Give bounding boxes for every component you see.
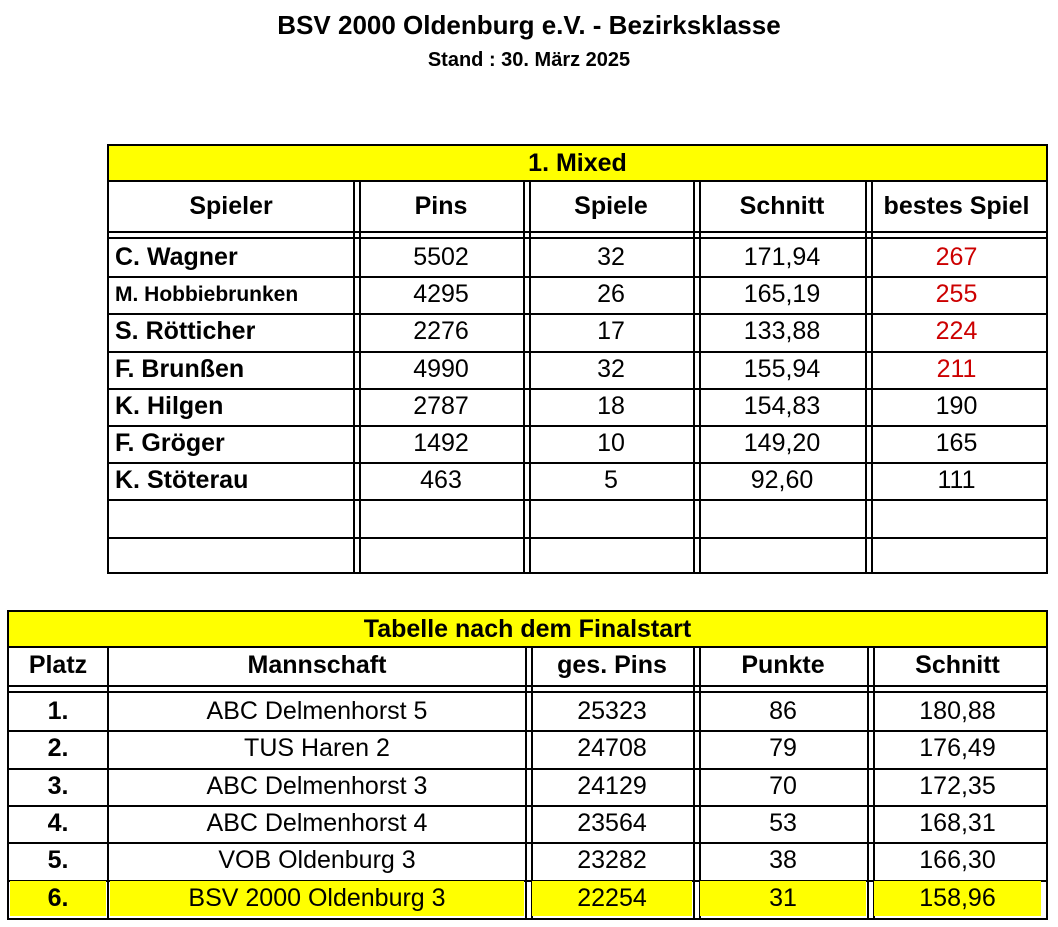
standing-team: ABC Delmenhorst 5: [206, 697, 428, 726]
player-name: F. Brunßen: [115, 354, 245, 383]
player-games: 32: [597, 243, 625, 272]
standing-avg: 168,31: [919, 809, 996, 838]
player-name: K. Hilgen: [115, 391, 224, 420]
standing-points: 53: [769, 809, 797, 838]
standing-pins: 23564: [577, 809, 647, 838]
standings-col-header: ges. Pins: [557, 650, 667, 679]
standing-place: 3.: [47, 771, 69, 800]
player-avg: 154,83: [743, 391, 821, 420]
player-name: F. Gröger: [115, 429, 225, 458]
standing-place: 1.: [47, 697, 69, 726]
player-games: 18: [597, 391, 625, 420]
standing-avg: 180,88: [919, 697, 996, 726]
player-pins: 4295: [413, 280, 469, 309]
player-pins: 463: [420, 466, 462, 495]
standing-avg: 158,96: [919, 883, 996, 912]
standing-pins: 24708: [577, 734, 647, 763]
players-col-header: Spiele: [574, 191, 648, 220]
players-col-header: Pins: [414, 191, 468, 220]
standing-pins: 23282: [577, 846, 647, 875]
player-avg: 133,88: [743, 317, 821, 346]
player-best: 255: [935, 280, 978, 309]
standings-table: [7, 610, 1048, 920]
player-name: C. Wagner: [115, 243, 238, 272]
standing-pins: 24129: [577, 771, 647, 800]
standing-place: 5.: [47, 846, 69, 875]
player-games: 17: [597, 317, 625, 346]
standing-points: 70: [769, 771, 797, 800]
standings-col-header: Mannschaft: [247, 650, 387, 679]
standing-points: 31: [769, 883, 797, 912]
standing-team: ABC Delmenhorst 3: [206, 771, 428, 800]
standing-points: 79: [769, 734, 797, 763]
player-games: 32: [597, 354, 625, 383]
standing-team: BSV 2000 Oldenburg 3: [188, 883, 446, 912]
player-games: 26: [597, 280, 625, 309]
standing-avg: 166,30: [919, 846, 996, 875]
player-pins: 4990: [413, 354, 469, 383]
player-best: 190: [935, 391, 978, 420]
standing-place: 2.: [47, 734, 69, 763]
standing-team: VOB Oldenburg 3: [218, 846, 416, 875]
player-avg: 92,60: [750, 466, 814, 495]
standing-team: TUS Haren 2: [244, 734, 390, 763]
standing-avg: 176,49: [919, 734, 996, 763]
player-games: 10: [597, 429, 625, 458]
standings-col-header: Platz: [28, 650, 88, 679]
standing-team: ABC Delmenhorst 4: [206, 809, 428, 838]
players-col-header: Schnitt: [739, 191, 825, 220]
standing-pins: 25323: [577, 697, 647, 726]
standings-table-title: Tabelle nach dem Finalstart: [9, 612, 1046, 646]
standing-pins: 22254: [577, 883, 647, 912]
player-avg: 149,20: [743, 429, 821, 458]
players-col-header: bestes Spiel: [883, 191, 1030, 220]
player-best: 267: [935, 243, 978, 272]
standing-place: 4.: [47, 809, 69, 838]
standings-col-header: Punkte: [741, 650, 825, 679]
page-subtitle: Stand : 30. März 2025: [427, 49, 631, 71]
player-name: M. Hobbiebrunken: [115, 282, 299, 306]
players-col-header: Spieler: [189, 191, 273, 220]
standing-points: 86: [769, 697, 797, 726]
player-avg: 171,94: [743, 243, 821, 272]
player-pins: 2276: [413, 317, 469, 346]
players-table: [107, 144, 1048, 574]
standing-avg: 172,35: [919, 771, 996, 800]
player-games: 5: [604, 466, 618, 495]
player-avg: 165,19: [743, 280, 821, 309]
player-best: 111: [937, 466, 976, 495]
player-pins: 5502: [413, 243, 469, 272]
player-name: K. Stöterau: [115, 466, 249, 495]
standings-col-header: Schnitt: [915, 650, 1000, 679]
player-pins: 2787: [413, 391, 469, 420]
player-avg: 155,94: [743, 354, 821, 383]
players-table-title: 1. Mixed: [109, 146, 1046, 180]
player-best: 211: [936, 354, 977, 383]
standing-place: 6.: [47, 883, 69, 912]
player-pins: 1492: [413, 429, 469, 458]
standing-points: 38: [769, 846, 797, 875]
page-title: BSV 2000 Oldenburg e.V. - Bezirksklasse: [277, 10, 781, 40]
player-best: 165: [935, 429, 978, 458]
player-best: 224: [935, 317, 978, 346]
player-name: S. Rötticher: [115, 317, 256, 346]
